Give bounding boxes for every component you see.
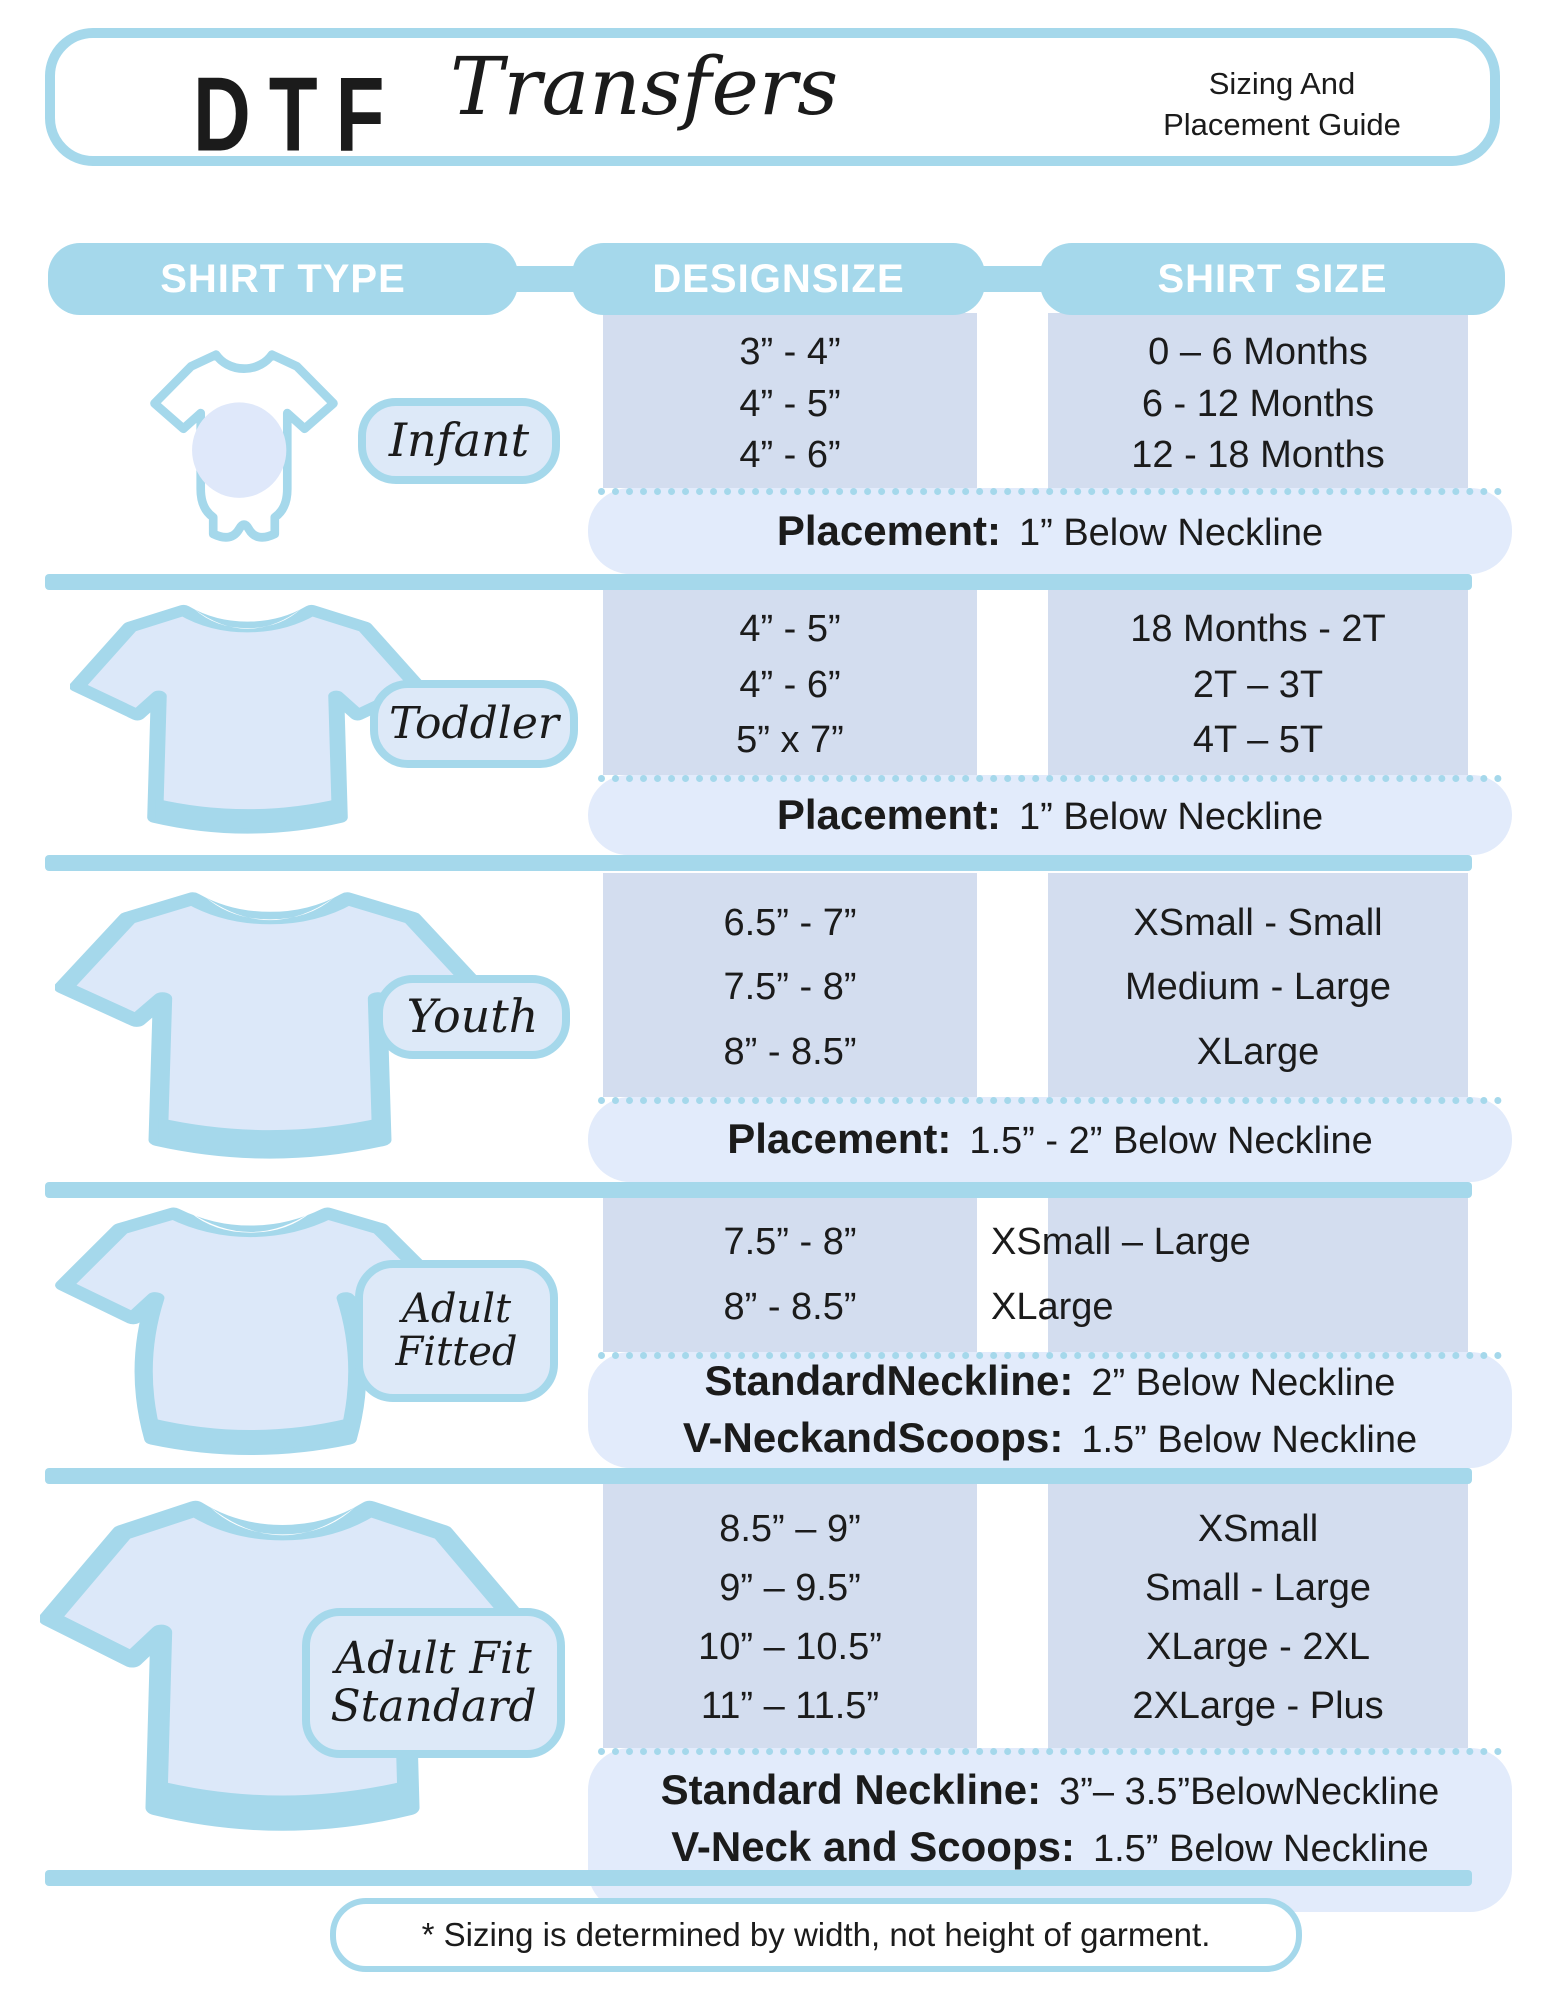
placement-value: 3”– 3.5”BelowNeckline (1059, 1771, 1440, 1813)
design-sizes-list (603, 596, 977, 774)
shirt-size-line: XSmall (1197, 1508, 1319, 1550)
shirt-size-line: Small - Large (1145, 1567, 1371, 1609)
brand-title: DTF (193, 55, 403, 173)
row-label-text: Youth (406, 989, 539, 1044)
shirt-size-line: Medium - Large (1124, 966, 1392, 1008)
shirt-size-line: 2XLarge - Plus (1132, 1685, 1384, 1727)
shirt-size-line: 12 - 18 Months (1131, 434, 1385, 477)
shirt-size-line: XSmall – Large (991, 1221, 1251, 1264)
footnote-text: * Sizing is determined by width, not height of garment. (421, 1916, 1211, 1953)
design-size-line: 8” - 8.5” (723, 1030, 857, 1073)
header-subtitle (1112, 64, 1452, 146)
column-header-shirt-type: SHIRT TYPE (48, 243, 518, 315)
placement-label: V-NeckandScoops: (682, 1414, 1064, 1461)
placement-box (588, 1097, 1512, 1182)
shirt-size-line: 2T – 3T (1192, 663, 1324, 706)
placement-value: 2” Below Neckline (1091, 1362, 1396, 1405)
design-size-line: 8.5” – 9” (719, 1508, 861, 1550)
row-divider (45, 574, 1472, 590)
placement-box (588, 1748, 1512, 1912)
row-divider (45, 1182, 1472, 1198)
placement-line (777, 787, 1323, 844)
placement-label: Placement: (776, 790, 1001, 838)
row-label-text: Standard (330, 1681, 537, 1732)
design-size-line: 11” – 11.5” (700, 1685, 880, 1727)
design-size-line: 4” - 5” (739, 382, 841, 425)
design-size-line: 8” - 8.5” (723, 1285, 857, 1328)
subtitle-line-1: Sizing And (1208, 66, 1356, 101)
row-label-pill-toddler (370, 680, 578, 768)
shirt-size-line: XSmall - Small (1133, 901, 1383, 944)
column-header-design-size: DESIGNSIZE (572, 243, 985, 315)
size-pairs-list (603, 1200, 1483, 1350)
placement-line (777, 503, 1323, 560)
infant-onesie-icon (143, 343, 345, 567)
placement-line (671, 1819, 1429, 1876)
shirt-size-line: XLarge (991, 1285, 1114, 1328)
placement-line (683, 1410, 1417, 1467)
design-size-line: 4” - 6” (739, 663, 841, 706)
row-label-pill-infant (358, 398, 560, 484)
size-pair-line (603, 1221, 1483, 1264)
placement-line (705, 1353, 1396, 1410)
row-label-pill-adult-fit-standard (302, 1608, 565, 1758)
design-size-line: 9” – 9.5” (719, 1567, 861, 1609)
placement-label: Standard Neckline: (660, 1766, 1042, 1813)
design-size-line: 4” - 5” (739, 608, 841, 651)
row-label-text: Adult (401, 1285, 512, 1332)
shirt-size-line: 4T – 5T (1192, 718, 1324, 761)
shirt-size-line: 6 - 12 Months (1141, 382, 1375, 425)
shirt-sizes-list (1048, 880, 1468, 1095)
design-size-line: 7.5” - 8” (723, 1221, 857, 1264)
design-size-line: 3” - 4” (739, 330, 841, 373)
row-label-pill-youth (375, 975, 570, 1059)
placement-box (588, 1352, 1512, 1468)
placement-line (661, 1762, 1440, 1819)
column-header-shirt-size: SHIRT SIZE (1040, 243, 1505, 315)
row-label-text: Fitted (395, 1329, 518, 1375)
placement-line (727, 1111, 1372, 1168)
footnote-pill (330, 1898, 1302, 1972)
design-size-line: 10” – 10.5” (698, 1626, 882, 1668)
placement-box (588, 775, 1512, 855)
placement-label: Placement: (776, 506, 1001, 554)
brand-script-title: Transfers (450, 40, 839, 133)
design-sizes-list (603, 880, 977, 1095)
design-sizes-list (603, 1492, 977, 1744)
placement-value: 1” Below Neckline (1018, 511, 1324, 554)
placement-value: 1” Below Neckline (1018, 795, 1324, 838)
size-pair-line (603, 1286, 1483, 1329)
header-box (45, 28, 1500, 173)
shirt-sizes-list (1048, 1492, 1468, 1744)
row-label-pill-adult-fitted (355, 1260, 558, 1402)
design-size-line: 5” x 7” (736, 718, 844, 761)
design-sizes-list (603, 322, 977, 486)
row-label-text: Toddler (389, 698, 559, 750)
row-divider (45, 1870, 1472, 1886)
design-size-line: 4” - 6” (739, 434, 841, 477)
placement-box (588, 488, 1512, 574)
shirt-sizes-list (1048, 596, 1468, 774)
shirt-size-line: XLarge - 2XL (1146, 1626, 1370, 1668)
shirt-size-line: XLarge (1196, 1030, 1320, 1073)
design-size-line: 6.5” - 7” (723, 901, 857, 944)
placement-value: 1.5” Below Neckline (1081, 1419, 1418, 1461)
row-label-text: Adult Fit (335, 1633, 532, 1685)
shirt-size-line: 0 – 6 Months (1148, 330, 1368, 373)
placement-label: Placement: (727, 1115, 952, 1163)
placement-value: 1.5” Below Neckline (1092, 1827, 1429, 1870)
placement-value: 1.5” - 2” Below Neckline (969, 1120, 1373, 1163)
placement-label: V-Neck and Scoops: (671, 1822, 1075, 1870)
subtitle-line-2: Placement Guide (1163, 106, 1401, 142)
shirt-sizes-list (1048, 322, 1468, 486)
shirt-size-line: 18 Months - 2T (1130, 608, 1386, 651)
design-size-line: 7.5” - 8” (723, 966, 857, 1008)
row-label-text: Infant (388, 413, 530, 468)
row-divider (45, 1468, 1472, 1484)
row-divider (45, 855, 1472, 871)
placement-label: StandardNeckline: (704, 1357, 1074, 1405)
